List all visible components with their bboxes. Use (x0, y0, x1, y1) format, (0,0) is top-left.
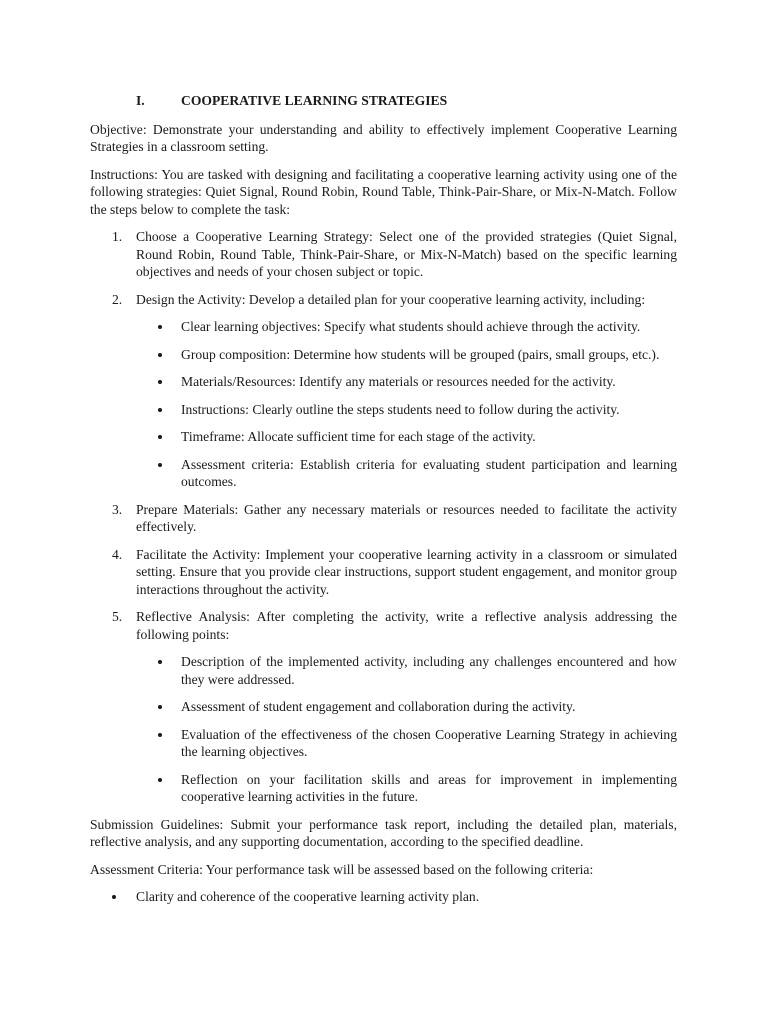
bullet-item: Instructions: Clearly outline the steps students need to follow during the activity. (136, 401, 677, 419)
step-text: Reflective Analysis: After completing the activity, write a reflective analysis addressing the following points: (136, 609, 677, 642)
step-item (90, 546, 677, 599)
bullet-item: Clarity and coherence of the cooperative learning activity plan. (90, 888, 677, 906)
step-item (90, 291, 677, 491)
submission-paragraph: Submission Guidelines: Submit your performance task report, including the detailed plan, materials, reflective analysis, and any supporting documentation, according to the specified deadline. (90, 816, 677, 849)
step-item (90, 228, 677, 281)
bullet-item: Group composition: Determine how students will be grouped (pairs, small groups, etc.). (136, 346, 677, 364)
steps-list (90, 228, 677, 806)
bullet-item: Evaluation of the effectiveness of the chosen Cooperative Learning Strategy in achieving the learning objectives. (136, 726, 677, 761)
instructions-paragraph: Instructions: You are tasked with designing and facilitating a cooperative learning activity using one of the following strategies: Quiet Signal, Round Robin, Round Table, Think-Pair-Share, or Mix-N-Match. Follow the steps below to complete the task: (90, 166, 677, 217)
design-bullets (136, 318, 677, 491)
assessment-bullets (90, 888, 677, 906)
step-number: 5. (112, 609, 123, 624)
step-number: 2. (112, 291, 123, 307)
bullet-item: Description of the implemented activity, including any challenges encountered and how they were addressed. (136, 653, 677, 688)
document-page (90, 92, 677, 906)
bullet-item: Reflection on your facilitation skills and areas for improvement in implementing cooperative learning activities in the future. (136, 771, 677, 806)
reflection-bullets (136, 653, 677, 806)
section-heading (90, 92, 677, 110)
step-number: 4. (112, 546, 123, 562)
bullet-item: Assessment criteria: Establish criteria for evaluating student participation and learning outcomes. (136, 456, 677, 491)
step-item (90, 501, 677, 536)
bullet-item: Assessment of student engagement and collaboration during the activity. (136, 698, 677, 716)
step-item (90, 608, 677, 806)
step-text: Facilitate the Activity: Implement your cooperative learning activity in a classroom or simulated setting. Ensure that you provide clear instructions, support student engagement, and monitor group interactions throughout the activity. (136, 546, 677, 597)
step-text: Design the Activity: Develop a detailed plan for your cooperative learning activity, including: (136, 291, 646, 307)
step-number: 1. (112, 229, 123, 244)
step-text: Prepare Materials: Gather any necessary materials or resources needed to facilitate the activity effectively. (136, 501, 677, 534)
bullet-item: Timeframe: Allocate sufficient time for each stage of the activity. (136, 428, 677, 446)
assessment-intro: Assessment Criteria: Your performance task will be assessed based on the following criteria: (90, 861, 594, 877)
step-text: Choose a Cooperative Learning Strategy: Select one of the provided strategies (Quiet Signal, Round Robin, Round Table, Think-Pair-Share, or Mix-N-Match) based on the specific learning objectives and needs of your chosen subject or topic. (136, 229, 677, 279)
objective-paragraph: Objective: Demonstrate your understanding and ability to effectively implement Cooperative Learning Strategies in a classroom setting. (90, 121, 677, 154)
step-number: 3. (112, 501, 123, 517)
section-number: I. (136, 93, 145, 108)
section-title: COOPERATIVE LEARNING STRATEGIES (181, 93, 448, 108)
bullet-item: Materials/Resources: Identify any materials or resources needed for the activity. (136, 373, 677, 391)
bullet-item: Clear learning objectives: Specify what students should achieve through the activity. (136, 318, 677, 336)
